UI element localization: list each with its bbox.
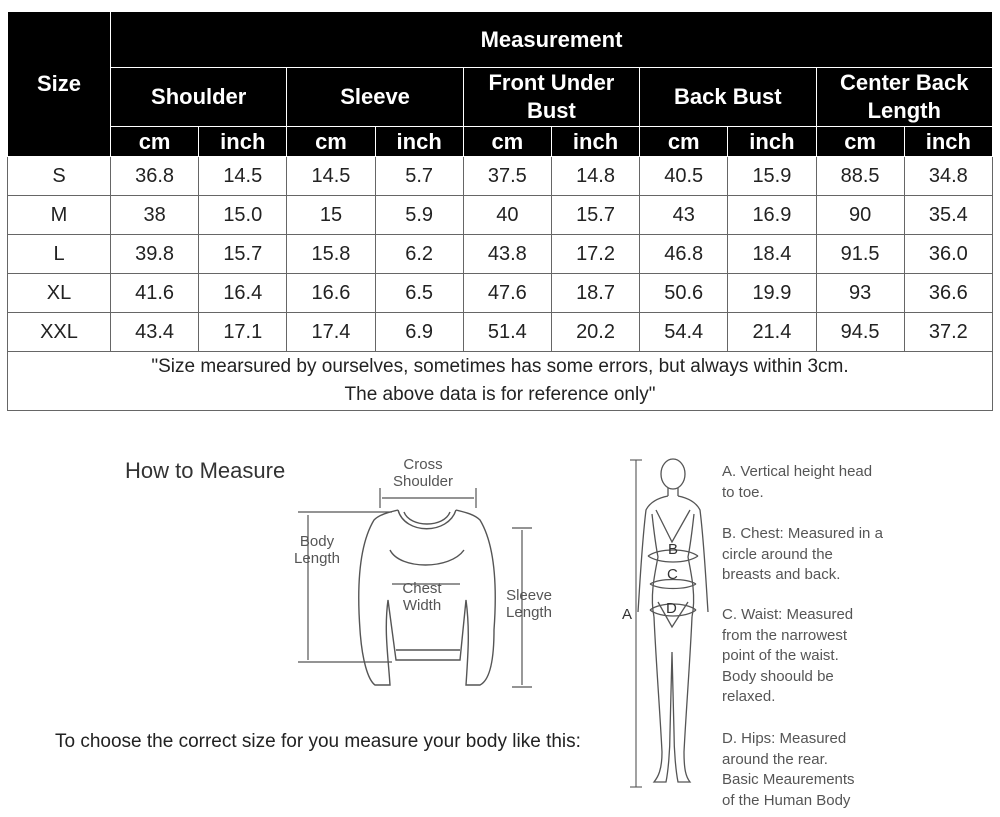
table-cell: 36.8 (111, 157, 199, 196)
table-cell: 15.7 (199, 235, 287, 274)
figure-letter-d: D (666, 600, 677, 617)
table-cell: 15.0 (199, 196, 287, 235)
table-cell: 16.6 (287, 274, 375, 313)
unit-header: cm (463, 127, 551, 157)
unit-header: inch (199, 127, 287, 157)
group-header: Back Bust (640, 68, 816, 127)
size-chart-table (7, 11, 993, 411)
table-cell: 6.2 (375, 235, 463, 274)
human-body-figure (620, 452, 720, 797)
group-header: Sleeve (287, 68, 463, 127)
table-cell: 16.9 (728, 196, 816, 235)
group-header: Shoulder (111, 68, 287, 127)
table-cell: 51.4 (463, 313, 551, 352)
table-cell: 21.4 (728, 313, 816, 352)
unit-header: inch (375, 127, 463, 157)
table-cell: 17.1 (199, 313, 287, 352)
legend-item-c: C. Waist: Measured from the narrowest point of the waist. Body shoould be relaxed. (722, 606, 854, 705)
how-to-measure-title: How to Measure (125, 458, 286, 483)
table-cell: 5.7 (375, 157, 463, 196)
table-cell: 94.5 (816, 313, 904, 352)
table-row (8, 235, 993, 274)
table-cell: 17.4 (287, 313, 375, 352)
table-row (8, 196, 993, 235)
table-cell: 17.2 (551, 235, 639, 274)
table-cell: 20.2 (551, 313, 639, 352)
group-header: Center Back Length (816, 68, 993, 127)
unit-header: cm (816, 127, 904, 157)
table-cell: 39.8 (111, 235, 199, 274)
table-cell: 90 (816, 196, 904, 235)
measurement-header: Measurement (111, 12, 993, 68)
table-cell: 18.7 (551, 274, 639, 313)
size-cell: L (8, 235, 111, 274)
table-cell: 88.5 (816, 157, 904, 196)
figure-letter-b: B (668, 541, 679, 558)
table-cell: 14.5 (287, 157, 375, 196)
table-cell: 6.9 (375, 313, 463, 352)
unit-header: cm (640, 127, 728, 157)
table-row (8, 274, 993, 313)
table-cell: 47.6 (463, 274, 551, 313)
table-cell: 15 (287, 196, 375, 235)
unit-header: inch (728, 127, 816, 157)
table-cell: 14.5 (199, 157, 287, 196)
size-cell: XL (8, 274, 111, 313)
table-cell: 91.5 (816, 235, 904, 274)
table-cell: 37.5 (463, 157, 551, 196)
table-cell: 16.4 (199, 274, 287, 313)
legend-item-b: B. Chest: Measured in a circle around the breasts and back. (722, 525, 883, 583)
unit-header: inch (904, 127, 992, 157)
how-to-measure-caption: To choose the correct size for you measure your body like this: (55, 731, 581, 752)
table-cell: 15.9 (728, 157, 816, 196)
table-cell: 5.9 (375, 196, 463, 235)
table-cell: 40.5 (640, 157, 728, 196)
table-cell: 35.4 (904, 196, 992, 235)
table-cell: 43.4 (111, 313, 199, 352)
size-cell: XXL (8, 313, 111, 352)
table-cell: 6.5 (375, 274, 463, 313)
size-column-header: Size (8, 12, 111, 157)
table-cell: 50.6 (640, 274, 728, 313)
table-cell: 34.8 (904, 157, 992, 196)
size-cell: M (8, 196, 111, 235)
table-cell: 14.8 (551, 157, 639, 196)
unit-header: cm (287, 127, 375, 157)
table-cell: 36.0 (904, 235, 992, 274)
table-cell: 41.6 (111, 274, 199, 313)
figure-letter-a: A (622, 606, 633, 623)
legend-item-d: D. Hips: Measured around the rear. Basic Meaurements of the Human Body (722, 730, 855, 809)
table-cell: 19.9 (728, 274, 816, 313)
body-length-label: Body Length (294, 533, 340, 567)
table-cell: 93 (816, 274, 904, 313)
table-cell: 43 (640, 196, 728, 235)
table-cell: 38 (111, 196, 199, 235)
table-cell: 15.7 (551, 196, 639, 235)
table-cell: 54.4 (640, 313, 728, 352)
table-cell: 46.8 (640, 235, 728, 274)
table-cell: 37.2 (904, 313, 992, 352)
table-row (8, 157, 993, 196)
chest-width-label: Chest Width (402, 580, 442, 614)
table-cell: 40 (463, 196, 551, 235)
table-cell: 15.8 (287, 235, 375, 274)
group-header: Front Under Bust (463, 68, 639, 127)
cross-shoulder-label: Cross Shoulder (392, 456, 454, 490)
size-cell: S (8, 157, 111, 196)
table-cell: 43.8 (463, 235, 551, 274)
unit-header: inch (551, 127, 639, 157)
table-row (8, 313, 993, 352)
table-cell: 18.4 (728, 235, 816, 274)
figure-letter-c: C (667, 566, 678, 583)
size-note: "Size mearsured by ourselves, sometimes has some errors, but always within 3cm. The above data is for reference only" (8, 352, 993, 411)
legend-item-a: A. Vertical height head to toe. (722, 463, 873, 501)
sleeve-length-label: Sleeve Length (506, 587, 552, 621)
table-cell: 36.6 (904, 274, 992, 313)
unit-header: cm (111, 127, 199, 157)
